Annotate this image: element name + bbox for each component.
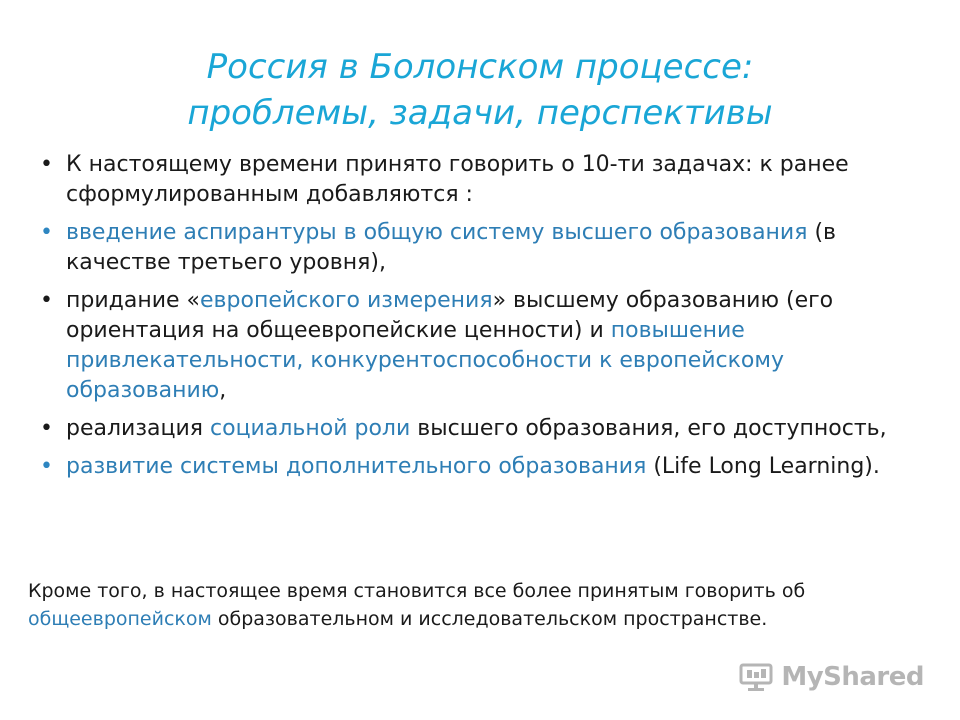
watermark	[739, 662, 924, 692]
bullet-marker: •	[40, 416, 53, 441]
bullet-text-segment: реализация	[66, 416, 211, 441]
watermark-text: MyShared	[781, 662, 924, 692]
bullet-text-segment: (Life Long Learning).	[646, 454, 880, 479]
bullet-highlight-segment: введение аспирантуры в общую систему высшего образования	[66, 220, 808, 245]
bullet-highlight-segment: социальной роли	[210, 416, 411, 441]
bullet-item	[40, 286, 930, 406]
presentation-screen-icon	[739, 662, 773, 692]
bullet-highlight-segment: повышение привлекательности, конкурентоспособности к европейскому образованию	[66, 318, 784, 403]
closing-note	[28, 577, 928, 633]
bullet-item	[40, 452, 930, 482]
bullet-text-segment: высшего образования, его доступность,	[410, 416, 887, 441]
bullet-item	[40, 414, 930, 444]
bullet-text-segment: придание «	[66, 288, 201, 313]
note-text-segment: Кроме того, в настоящее время становится все более принятым говорить об	[28, 580, 806, 602]
bullet-marker: •	[40, 288, 53, 313]
bullet-text-segment: К настоящему времени принято говорить о 10-ти задачах: к ранее сформулированным добавляются :	[66, 152, 849, 207]
bullet-text-segment: ,	[219, 378, 227, 403]
title-line-1: Россия в Болонском процессе:	[206, 47, 754, 87]
bullet-highlight-segment: европейского измерения	[200, 288, 493, 313]
bullet-text-segment: » высшему образованию (его ориентация на общеевропейские ценности) и	[66, 288, 834, 343]
bullet-item	[40, 218, 930, 278]
bullet-text-segment: (в качестве третьего уровня),	[66, 220, 837, 275]
bullet-marker: •	[40, 454, 53, 479]
bullet-list	[40, 150, 930, 490]
note-text-segment: образовательном и исследовательском пространстве.	[211, 608, 768, 630]
bullet-highlight-segment: развитие системы дополнительного образования	[66, 454, 647, 479]
title-line-2: проблемы, задачи, перспективы	[187, 93, 773, 133]
bullet-item	[40, 150, 930, 210]
bullet-marker: •	[40, 220, 53, 245]
slide-title	[0, 44, 960, 136]
note-highlight-segment: общеевропейском	[28, 608, 212, 630]
bullet-marker: •	[40, 152, 53, 177]
